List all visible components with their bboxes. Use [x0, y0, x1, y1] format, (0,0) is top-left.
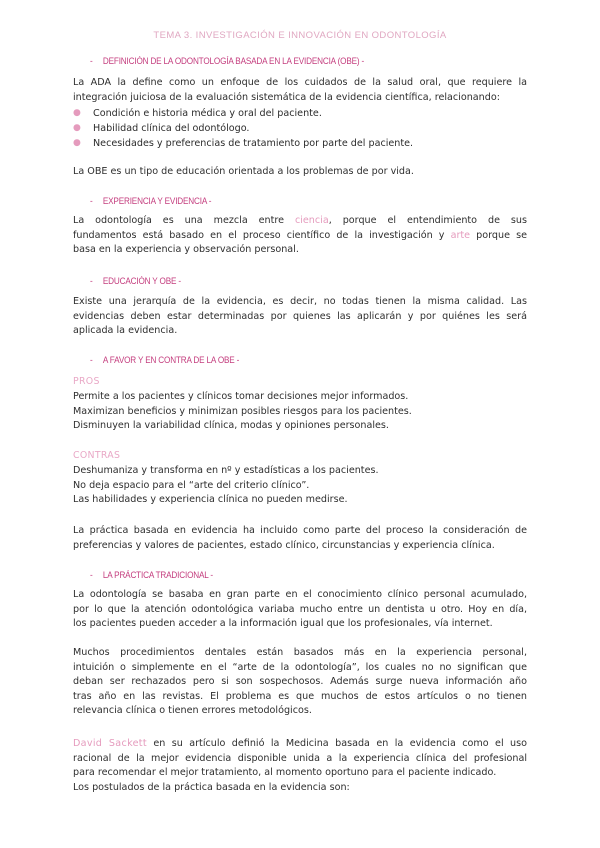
bullet-icon: ● — [73, 138, 81, 148]
pros-cons-summary: La práctica basada en evidencia ha incluido como parte del proceso la consideración de preferencias y valores de pacientes, estado clínico, circunstancias y experiencia clínica. — [73, 525, 527, 551]
bullet-icon: ● — [73, 108, 81, 118]
obe-intro-line-1: La ADA la define como un enfoque de los cuidados de la salud oral, que requiere la — [73, 77, 527, 88]
sackett-line-1: David Sackett en su artículo definió la Medicina basada en la evidencia como el uso — [73, 738, 527, 749]
obe-intro-line-2: integración juiciosa de la evaluación sistemática de la evidencia científica, relacionando: — [73, 91, 500, 103]
experience-line-1: La odontología es una mezcla entre ciencia, porque el entendimiento de sus — [73, 215, 527, 226]
obe-intro-paragraph — [73, 76, 527, 105]
heading-obe-definition: - DEFINICIÓN DE LA ODONTOLOGÍA BASADA EN LA EVIDENCIA (OBE) - — [90, 56, 365, 67]
list-item: Las habilidades y experiencia clínica no pueden medirse. — [73, 494, 348, 506]
traditional-paragraph-2: Muchos procedimientos dentales están basados más en la experiencia personal, intuición o simplemente en el “arte de la odontología”, los cuales no no significan que deban ser rechazados pero si son sospechosos. Además surge nueva información año tras año en las revistas. El problema es que muchos de estos artículos o no tienen relevancia clínica o tienen errores metodológicos. — [73, 647, 527, 717]
list-item: ● Necesidades y preferencias de tratamiento por parte del paciente. — [73, 138, 414, 149]
list-item: No deja espacio para el “arte del criterio clínico”. — [73, 479, 310, 491]
education-paragraph: Existe una jerarquía de la evidencia, es decir, no todas tienen la misma calidad. Las evidencias deben estar determinadas por quienes las aplicarán y por quiénes les será aplicada la evidencia. — [73, 296, 527, 337]
sackett-paragraph: David Sackett en su artículo definió la Medicina basada en la evidencia como el uso racional de la mejor evidencia disponible unida a la experiencia clínica del profesional para recomendar el mejor tratamiento, al momento oportuno para el paciente indicado. Los postulados de la práctica basada en la evidencia son: — [73, 738, 527, 793]
cons-list — [73, 464, 527, 508]
experience-line-3: basa en la experiencia y observación personal. — [73, 244, 299, 256]
arte-highlight: arte — [450, 229, 471, 241]
traditional-paragraph-1: La odontología se basaba en gran parte en el conocimiento clínico personal acumulado, por lo que la atención odontológica variaba mucho entre un dentista u otro. Hoy en día, los pacientes pueden acceder a la información igual que los profesionales, vía internet. — [73, 589, 527, 630]
author-name: David Sackett — [73, 738, 147, 749]
heading-experience: - EXPERIENCIA Y EVIDENCIA - — [90, 196, 212, 207]
heading-education: - EDUCACIÓN Y OBE - — [90, 276, 181, 287]
ciencia-highlight: ciencia — [294, 215, 329, 226]
list-item: Maximizan beneficios y minimizan posibles riesgos para los pacientes. — [73, 405, 412, 417]
list-item: ● Habilidad clínica del odontólogo. — [73, 123, 250, 134]
experience-paragraph — [73, 214, 527, 258]
obe-closing: La OBE es un tipo de educación orientada a los problemas de por vida. — [73, 166, 414, 177]
list-item: Disminuyen la variabilidad clínica, modas y opiniones personales. — [73, 420, 389, 432]
list-item: Deshumaniza y transforma en nº y estadísticas a los pacientes. — [73, 465, 379, 476]
pros-label: PROS — [73, 376, 100, 387]
heading-traditional: - LA PRÁCTICA TRADICIONAL - — [90, 570, 213, 581]
obe-bullet-list — [73, 106, 533, 151]
list-item: ● Condición e historia médica y oral del paciente. — [73, 108, 322, 119]
pros-list — [73, 390, 527, 434]
cons-label: CONTRAS — [73, 450, 121, 461]
list-item: Permite a los pacientes y clínicos tomar decisiones mejor informados. — [73, 391, 409, 402]
topic-title: TEMA 3. INVESTIGACIÓN E INNOVACIÓN EN ODONTOLOGÍA — [153, 30, 447, 41]
heading-pros-cons: - A FAVOR Y EN CONTRA DE LA OBE - — [90, 355, 240, 366]
experience-line-2: fundamentos está basado en el proceso científico de la investigación y arte porque se — [73, 229, 527, 241]
bullet-icon: ● — [73, 123, 81, 133]
